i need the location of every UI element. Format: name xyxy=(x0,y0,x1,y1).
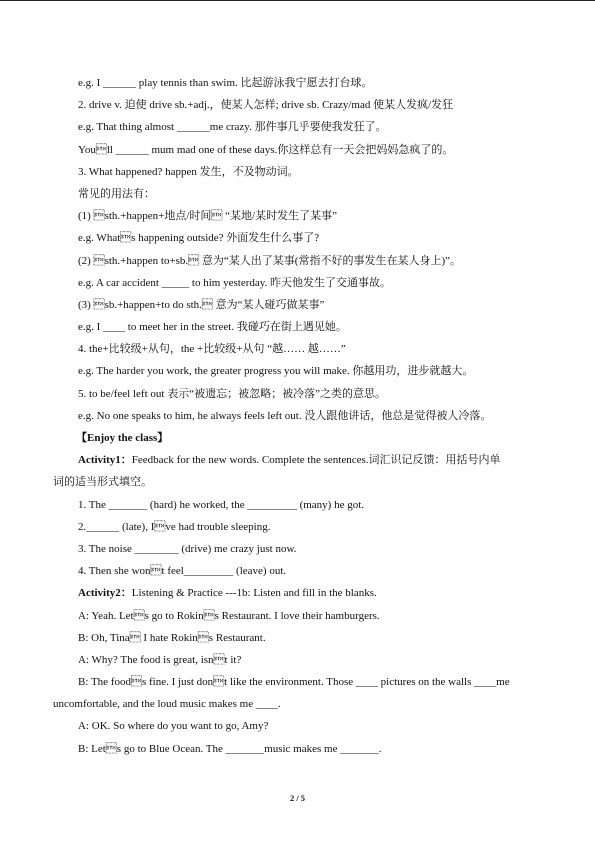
dialogue-line: B: Lets go to Blue Ocean. The _______music makes me _______. xyxy=(78,742,382,755)
text-line: 5. to be/feel left out 表示“被遗忘；被忽略；被冷落”之类的意思。 xyxy=(78,387,386,400)
text-line: e.g. A car accident _____ to him yesterday. 昨天他发生了交通事故。 xyxy=(78,276,392,289)
text-line: 2. drive v. 迫使 drive sb.+adj.，使某人怎样; drive sb. Crazy/mad 使某人发疯/发狂 xyxy=(78,99,454,112)
text-line: 3. What happened? happen 发生，不及物动词。 xyxy=(78,165,299,178)
activity1-text-cont: 词的适当形式填空。 xyxy=(53,476,152,489)
activity1-label: Activity1： xyxy=(78,454,132,467)
exercise-item: 1. The _______ (hard) he worked, the _________ (many) he got. xyxy=(78,498,365,511)
text-line: e.g. No one speaks to him, he always feels left out. 没人跟他讲话，他总是觉得被人冷落。 xyxy=(78,409,492,422)
activity1-text: Feedback for the new words. Complete the sentences.词汇识记反馈：用括号内单 xyxy=(131,454,501,467)
activity2-label: Activity2： xyxy=(78,587,132,600)
exercise-item: 4. Then she wont feel_________ (leave) out. xyxy=(78,565,287,578)
exercise-item: 3. The noise ________ (drive) me crazy just now. xyxy=(78,542,297,555)
activity2-instruction xyxy=(78,582,546,604)
dialogue-line: A: OK. So where do you want to go, Amy? xyxy=(78,720,269,733)
dialogue-line: B: Oh, Tina I hate Rokins Restaurant. xyxy=(78,631,266,644)
text-line: e.g. The harder you work, the greater progress you will make. 你越用功，进步就越大。 xyxy=(78,365,474,378)
activity2-text: Listening & Practice ---1b: Listen and fill in the blanks. xyxy=(131,587,377,600)
text-line: (3) sb.+happen+to do sth. 意为“某人碰巧做某事” xyxy=(78,298,325,311)
text-line: 常见的用法有： xyxy=(78,187,155,200)
text-line: e.g. I ______ play tennis than swim. 比起游泳我宁愿去打台球。 xyxy=(78,77,373,89)
activity1-instruction xyxy=(53,449,546,493)
text-line: 4. the+比较级+从句，the +比较级+从句 “越…… 越……” xyxy=(78,343,346,356)
text-line: e.g. Whats happening outside? 外面发生什么事了? xyxy=(78,232,320,245)
text-line: e.g. I ____ to meet her in the street. 我碰巧在街上遇见她。 xyxy=(78,321,347,334)
dialogue-line: A: Yeah. Lets go to Rokins Restaurant. I love their hamburgers. xyxy=(78,609,380,622)
text-line: (1) sth.+happen+地点/时间 “某地/某时发生了某事” xyxy=(78,210,337,223)
text-line: Youll ______ mum mad one of these days.你这样总有一天会把妈妈急疯了的。 xyxy=(78,143,454,156)
dialogue-line: B: The foods fine. I just dont like the environment. Those ____ pictures on the walls ____me xyxy=(78,676,510,689)
top-rule xyxy=(0,0,595,1)
text-line: e.g. That thing almost ______me crazy. 那件事几乎要使我发狂了。 xyxy=(78,121,387,134)
page-content xyxy=(53,72,546,760)
exercise-item: 2.______ (late), Ive had trouble sleeping. xyxy=(78,520,271,533)
section-title: 【Enjoy the class】 xyxy=(76,432,169,444)
dialogue-line-cont: uncomfortable, and the loud music makes me ____. xyxy=(53,698,281,711)
page-number: 2 / 5 xyxy=(289,793,306,803)
dialogue-line: A: Why? The food is great, isnt it? xyxy=(78,653,242,666)
text-line: (2) sth.+happen to+sb. 意为“某人出了某事(常指不好的事发生在某人身上)”。 xyxy=(78,254,462,267)
